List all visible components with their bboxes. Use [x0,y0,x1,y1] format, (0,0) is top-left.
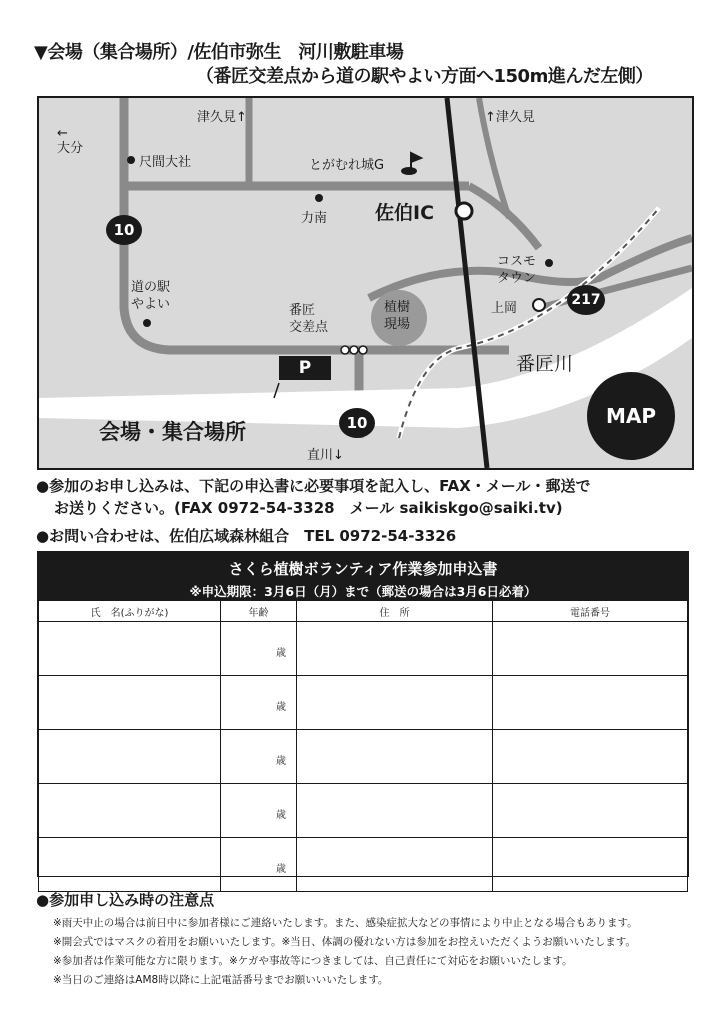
access-map [37,96,694,470]
label-shakumataisha: 尺間大社 [139,155,192,170]
form-deadline: ※申込期限：3月6日（月）まで（郵送の場合は3月6日必着） [189,584,537,599]
route-217-shield: 217 [567,285,605,315]
form-cell-age[interactable] [221,784,297,838]
age-unit-label: 歳 [276,810,286,821]
label-saiki-ic: 佐伯IC [375,202,435,224]
label-naokawa: 直川↓ [307,448,344,463]
column-header-name: 氏 名(ふりがな) [39,601,221,622]
column-header-phone: 電話番号 [493,601,688,622]
label-bansho-river: 番匠川 [516,353,574,375]
age-unit-label: 歳 [276,702,286,713]
label-venue: 会場・集合場所 [99,420,246,444]
form-cell-phone[interactable] [493,622,688,676]
form-row [39,676,688,730]
inquiry-contact: ●お問い合わせは、佐伯広域森林組合 TEL 0972-54-3326 [36,527,457,545]
form-cell-name[interactable] [39,622,221,676]
venue-address: ▼会場（集合場所）/佐伯市弥生 河川敷駐車場 [34,42,404,63]
parking-sign: P [279,356,331,380]
note-item: ※雨天中止の場合は前日中に参加者様にご連絡いたします。また、感染症拡大などの事情により中止となる場合もあります。 [53,917,638,929]
form-row [39,838,688,892]
note-item: ※参加者は作業可能な方に限ります。※ケガや事故等につきましては、自己責任にて対応をお願いいたします。 [53,955,573,967]
form-header [38,552,688,601]
form-cell-address[interactable] [297,676,493,730]
form-cell-name[interactable] [39,784,221,838]
application-form [37,551,689,877]
form-cell-address[interactable] [297,622,493,676]
form-cell-age[interactable] [221,730,297,784]
form-row [39,784,688,838]
note-item: ※開会式ではマスクの着用をお願いいたします。※当日、体調の優れない方は参加をお控えいただくようお願いいたします。 [53,936,636,948]
label-tsukumi-left: 津久見↑ [197,110,247,125]
form-cell-address[interactable] [297,730,493,784]
label-togamure-golf: とがむれ城G [309,158,385,173]
column-header-address: 住 所 [297,601,493,622]
age-unit-label: 歳 [276,648,286,659]
form-cell-name[interactable] [39,730,221,784]
form-cell-name[interactable] [39,676,221,730]
form-cell-address[interactable] [297,784,493,838]
column-header-age: 年齢 [221,601,297,622]
label-bansho-crossing: 番匠 交差点 [289,303,329,335]
age-unit-label: 歳 [276,756,286,767]
form-title: さくら植樹ボランティア作業参加申込書 [228,560,498,578]
apply-contact-fax-mail: お送りください。(FAX 0972-54-3328 メール saikiskgo@saiki.tv) [54,499,563,517]
form-cell-name[interactable] [39,838,221,892]
label-cosmo-town: コスモ タウン [497,254,537,286]
form-row [39,622,688,676]
label-planting-site: 植樹 現場 [384,300,411,332]
form-table [38,601,688,892]
form-cell-phone[interactable] [493,676,688,730]
route-10-shield: 10 [339,408,375,438]
apply-instruction: ●参加のお申し込みは、下記の申込書に必要事項を記入し、FAX・メール・郵送で [36,477,591,495]
label-oita: ← 大分 [57,126,84,156]
label-kamioka: 上岡 [491,301,518,316]
form-cell-address[interactable] [297,838,493,892]
form-cell-phone[interactable] [493,784,688,838]
form-cell-phone[interactable] [493,730,688,784]
note-item: ※当日のご連絡はAM8時以降に上記電話番号までお願いいいたします。 [53,974,389,986]
notes-heading: ●参加申し込み時の注意点 [36,891,215,909]
form-cell-age[interactable] [221,838,297,892]
label-michinoeki-yayoi: 道の駅 やよい [131,280,171,312]
form-row [39,730,688,784]
label-tsukumi-right: ↑津久見 [485,110,535,125]
label-rikinan: 力南 [301,211,328,226]
form-cell-age[interactable] [221,622,297,676]
age-unit-label: 歳 [276,864,286,875]
form-cell-phone[interactable] [493,838,688,892]
route-10-shield: 10 [106,215,142,245]
venue-directions: （番匠交差点から道の駅やよい方面へ150m進んだ左側） [196,66,653,87]
map-badge: MAP [587,372,675,460]
form-cell-age[interactable] [221,676,297,730]
